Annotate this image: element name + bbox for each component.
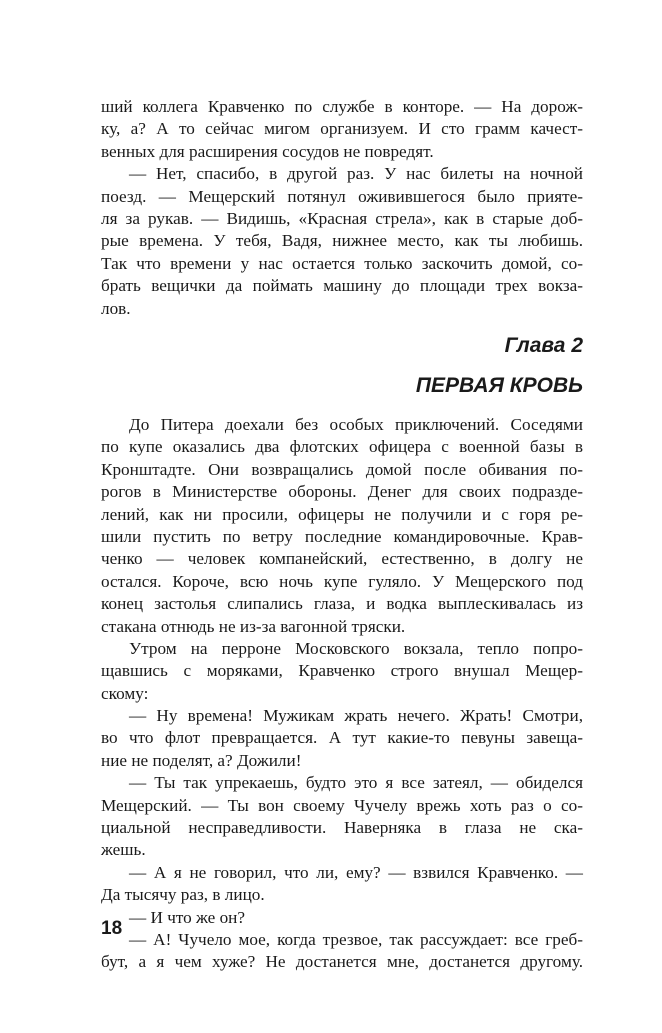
text-line: ку, а? А то сейчас мигом организуем. И сто грамм качест- — [101, 119, 583, 139]
text-line: ние не поделят, а? Дожили! — [101, 750, 302, 770]
text-line: циальной несправедливости. Наверняка в глаза не ска- — [101, 818, 583, 838]
text-line: — А я не говорил, что ли, ему? — взвился Кравченко. — — [129, 862, 583, 882]
text-line: лов. — [101, 298, 131, 318]
text-line: — А! Чучело мое, когда трезвое, так рассуждает: все греб- — [129, 929, 583, 949]
text-line: — Ты так упрекаешь, будто это я все затеял, — обиделся — [129, 773, 583, 793]
text-line: Так что времени у нас остается только заскочить домой, со- — [101, 253, 583, 273]
text-line: по купе оказались два флотских офицера с военной базы в — [101, 437, 583, 457]
text-line: — И что же он? — [129, 907, 246, 927]
text-line: — Ну времена! Мужикам жрать нечего. Жрать! Смотри, — [129, 706, 583, 726]
page-number: 18 — [101, 918, 123, 939]
text-line: рые времена. У тебя, Вадя, нижнее место, как ты любишь. — [101, 231, 583, 251]
chapter-title: ПЕРВАЯ КРОВЬ — [415, 374, 583, 397]
chapter-number: Глава 2 — [504, 334, 583, 357]
text-line: скому: — [101, 683, 149, 703]
text-line: рогов в Министерстве обороны. Денег для своих подразде- — [101, 482, 583, 502]
text-line: Да тысячу раз, в лицо. — [101, 885, 265, 905]
text-line: щавшись с моряками, Кравченко строго внушал Мещер- — [101, 661, 583, 681]
text-line: шили пустить по ветру последние командировочные. Крав- — [101, 526, 583, 546]
text-line: До Питера доехали без особых приключений. Соседями — [129, 415, 583, 434]
text-line: остался. Короче, всю ночь купе гуляло. У Мещерского под — [101, 571, 583, 591]
text-line: жешь. — [101, 840, 146, 860]
text-line: поезд. — Мещерский потянул оживившегося было приятe- — [101, 186, 583, 206]
text-line: Утром на перроне Московского вокзала, тепло попро- — [129, 638, 583, 658]
text-line: ченко — человек компанейский, естественно, в долгу не — [101, 549, 583, 569]
text-line: — Нет, спасибо, в другой раз. У нас билеты на ночной — [129, 164, 583, 184]
text-line: брать вещички да поймать машину до площади трех вокза- — [101, 276, 583, 296]
text-line: во что флот превращается. А тут какие-то певуны завеща- — [101, 728, 583, 748]
text-line: венных для расширения сосудов не повредят. — [101, 141, 434, 161]
text-line: бут, а я чем хуже? Не достанется мне, достанется другому. — [101, 952, 583, 972]
text-block-1 — [101, 96, 583, 320]
text-line: ля за рукав. — Видишь, «Красная стрела», как в старые доб- — [101, 208, 583, 228]
text-line: Мещерский. — Ты вон своему Чучелу врежь хоть раз о со- — [101, 795, 583, 815]
text-block-2 — [101, 414, 583, 974]
text-line: конец застолья слипались глаза, и водка выплескивалась из — [101, 594, 583, 614]
text-line: ший коллега Кравченко по службе в конторе. — На дорож- — [101, 97, 583, 116]
text-line: Кронштадте. Они возвращались домой после обивания по- — [101, 459, 583, 479]
text-line: стакана отнюдь не из-за вагонной тряски. — [101, 616, 406, 636]
text-line: лений, как ни просили, офицеры не получили и с горя ре- — [101, 504, 583, 524]
